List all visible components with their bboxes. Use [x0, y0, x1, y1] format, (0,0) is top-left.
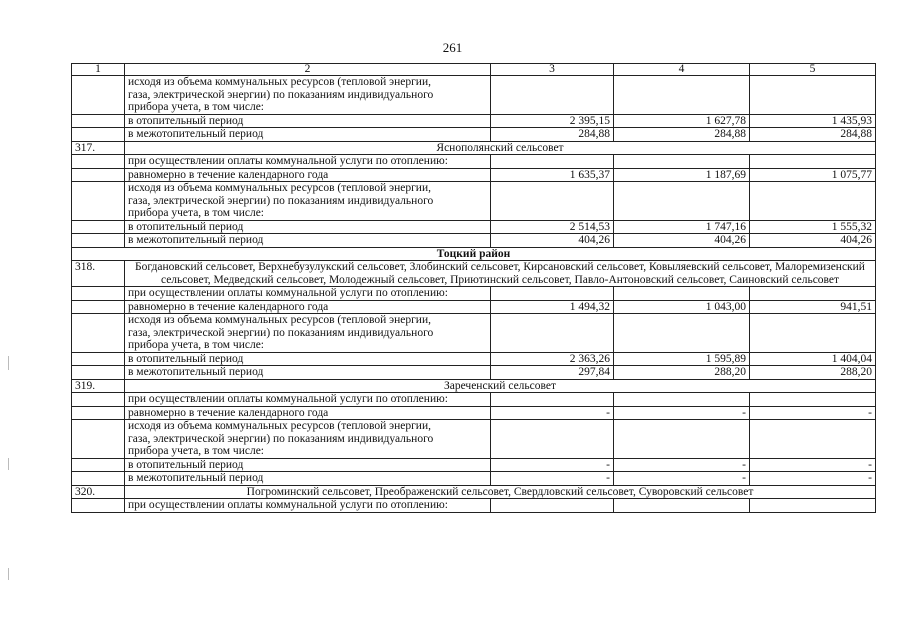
- index-cell: [72, 182, 125, 221]
- index-cell: [72, 393, 125, 407]
- district-row: [72, 247, 876, 261]
- value-cell: 288,20: [750, 366, 876, 380]
- value-cell: 1 627,78: [614, 114, 750, 128]
- table-row: [72, 352, 876, 366]
- value-cell: 288,20: [614, 366, 750, 380]
- table-row: [72, 128, 876, 142]
- row-label: в отопительный период: [125, 114, 491, 128]
- value-cell: -: [750, 472, 876, 486]
- value-cell: 2 514,53: [491, 220, 614, 234]
- index-cell: [72, 287, 125, 301]
- value-cell: [614, 393, 750, 407]
- index-cell: [72, 300, 125, 314]
- row-label: в отопительный период: [125, 220, 491, 234]
- value-cell: [614, 76, 750, 115]
- index-cell: [72, 499, 125, 513]
- scan-mark: [8, 458, 9, 470]
- value-cell: 404,26: [614, 234, 750, 248]
- row-label: равномерно в течение календарного года: [125, 406, 491, 420]
- table-row: [72, 220, 876, 234]
- value-cell: [614, 182, 750, 221]
- row-label: исходя из объема коммунальных ресурсов (тепловой энергии, газа, электрической энергии) по показаниям индивидуального прибора учета, в том числе:: [125, 182, 491, 221]
- row-label: в отопительный период: [125, 458, 491, 472]
- row-label: в отопительный период: [125, 352, 491, 366]
- section-row: [72, 141, 876, 155]
- index-cell: [72, 406, 125, 420]
- value-cell: [750, 182, 876, 221]
- value-cell: 1 043,00: [614, 300, 750, 314]
- row-label: при осуществлении оплаты коммунальной услуги по отоплению:: [125, 287, 491, 301]
- index-cell: [72, 168, 125, 182]
- table-row: [72, 458, 876, 472]
- district-title: Тоцкий район: [72, 247, 876, 261]
- row-label: в межотопительный период: [125, 128, 491, 142]
- section-row: [72, 379, 876, 393]
- value-cell: 284,88: [614, 128, 750, 142]
- value-cell: 1 494,32: [491, 300, 614, 314]
- value-cell: -: [614, 406, 750, 420]
- value-cell: 1 187,69: [614, 168, 750, 182]
- header-row: [72, 64, 876, 76]
- value-cell: [614, 420, 750, 459]
- value-cell: 2 363,26: [491, 352, 614, 366]
- section-index: 320.: [72, 485, 125, 499]
- value-cell: 1 635,37: [491, 168, 614, 182]
- header-cell: 5: [750, 64, 876, 76]
- index-cell: [72, 128, 125, 142]
- table-row: [72, 234, 876, 248]
- header-cell: 4: [614, 64, 750, 76]
- value-cell: -: [614, 472, 750, 486]
- section-title: Богдановский сельсовет, Верхнебузулукский сельсовет, Злобинский сельсовет, Кирсановский сельсовет, Ковыляевский сельсовет, Малоремизенский сельсовет, Медведский сельсовет, Молодежный сельсовет, Приютинский сельсовет, Павло-Антоновский сельсовет, Саиновский сельсовет: [125, 261, 876, 287]
- value-cell: 284,88: [750, 128, 876, 142]
- table-row: [72, 314, 876, 353]
- value-cell: 941,51: [750, 300, 876, 314]
- table-row: [72, 366, 876, 380]
- row-label: исходя из объема коммунальных ресурсов (тепловой энергии, газа, электрической энергии) по показаниям индивидуального прибора учета, в том числе:: [125, 420, 491, 459]
- table-row: [72, 76, 876, 115]
- value-cell: [614, 314, 750, 353]
- index-cell: [72, 314, 125, 353]
- section-row: [72, 261, 876, 287]
- index-cell: [72, 234, 125, 248]
- value-cell: 1 404,04: [750, 352, 876, 366]
- table-row: [72, 393, 876, 407]
- value-cell: [491, 76, 614, 115]
- value-cell: [491, 499, 614, 513]
- index-cell: [72, 420, 125, 459]
- page-number: 261: [442, 40, 463, 55]
- header-cell: 1: [72, 64, 125, 76]
- row-label: равномерно в течение календарного года: [125, 168, 491, 182]
- index-cell: [72, 155, 125, 169]
- row-label: равномерно в течение календарного года: [125, 300, 491, 314]
- value-cell: -: [750, 406, 876, 420]
- value-cell: [491, 393, 614, 407]
- value-cell: -: [750, 458, 876, 472]
- index-cell: [72, 472, 125, 486]
- index-cell: [72, 458, 125, 472]
- row-label: при осуществлении оплаты коммунальной услуги по отоплению:: [125, 155, 491, 169]
- value-cell: 1 555,32: [750, 220, 876, 234]
- value-cell: [614, 499, 750, 513]
- row-label: в межотопительный период: [125, 472, 491, 486]
- scan-mark: [8, 568, 9, 580]
- value-cell: -: [614, 458, 750, 472]
- table-row: [72, 168, 876, 182]
- value-cell: [491, 155, 614, 169]
- value-cell: -: [491, 406, 614, 420]
- value-cell: [491, 314, 614, 353]
- value-cell: -: [491, 472, 614, 486]
- table-row: [72, 420, 876, 459]
- section-row: [72, 485, 876, 499]
- row-label: в межотопительный период: [125, 366, 491, 380]
- scan-mark: [8, 356, 9, 370]
- value-cell: 1 075,77: [750, 168, 876, 182]
- tariff-table-body: [72, 64, 876, 513]
- value-cell: 1 747,16: [614, 220, 750, 234]
- row-label: исходя из объема коммунальных ресурсов (тепловой энергии, газа, электрической энергии) по показаниям индивидуального прибора учета, в том числе:: [125, 76, 491, 115]
- value-cell: 2 395,15: [491, 114, 614, 128]
- section-title: Зареченский сельсовет: [125, 379, 876, 393]
- value-cell: [614, 287, 750, 301]
- value-cell: 284,88: [491, 128, 614, 142]
- value-cell: [750, 76, 876, 115]
- table-row: [72, 406, 876, 420]
- index-cell: [72, 352, 125, 366]
- header-cell: 3: [491, 64, 614, 76]
- index-cell: [72, 76, 125, 115]
- value-cell: 404,26: [750, 234, 876, 248]
- value-cell: [750, 155, 876, 169]
- value-cell: 404,26: [491, 234, 614, 248]
- section-index: 319.: [72, 379, 125, 393]
- section-index: 318.: [72, 261, 125, 287]
- row-label: при осуществлении оплаты коммунальной услуги по отоплению:: [125, 393, 491, 407]
- value-cell: [491, 182, 614, 221]
- index-cell: [72, 220, 125, 234]
- table-row: [72, 155, 876, 169]
- table-row: [72, 472, 876, 486]
- tariff-table: [71, 63, 876, 513]
- section-index: 317.: [72, 141, 125, 155]
- row-label: в межотопительный период: [125, 234, 491, 248]
- value-cell: [750, 314, 876, 353]
- section-title: Погроминский сельсовет, Преображенский сельсовет, Свердловский сельсовет, Суворовский сельсовет: [125, 485, 876, 499]
- value-cell: [491, 287, 614, 301]
- value-cell: [750, 420, 876, 459]
- value-cell: [750, 499, 876, 513]
- index-cell: [72, 114, 125, 128]
- value-cell: [614, 155, 750, 169]
- section-title: Яснополянский сельсовет: [125, 141, 876, 155]
- value-cell: 297,84: [491, 366, 614, 380]
- value-cell: [491, 420, 614, 459]
- table-row: [72, 182, 876, 221]
- index-cell: [72, 366, 125, 380]
- table-row: [72, 114, 876, 128]
- value-cell: 1 435,93: [750, 114, 876, 128]
- value-cell: -: [491, 458, 614, 472]
- header-cell: 2: [125, 64, 491, 76]
- value-cell: [750, 287, 876, 301]
- row-label: при осуществлении оплаты коммунальной услуги по отоплению:: [125, 499, 491, 513]
- table-row: [72, 300, 876, 314]
- row-label: исходя из объема коммунальных ресурсов (тепловой энергии, газа, электрической энергии) по показаниям индивидуального прибора учета, в том числе:: [125, 314, 491, 353]
- table-row: [72, 287, 876, 301]
- table-row: [72, 499, 876, 513]
- value-cell: [750, 393, 876, 407]
- value-cell: 1 595,89: [614, 352, 750, 366]
